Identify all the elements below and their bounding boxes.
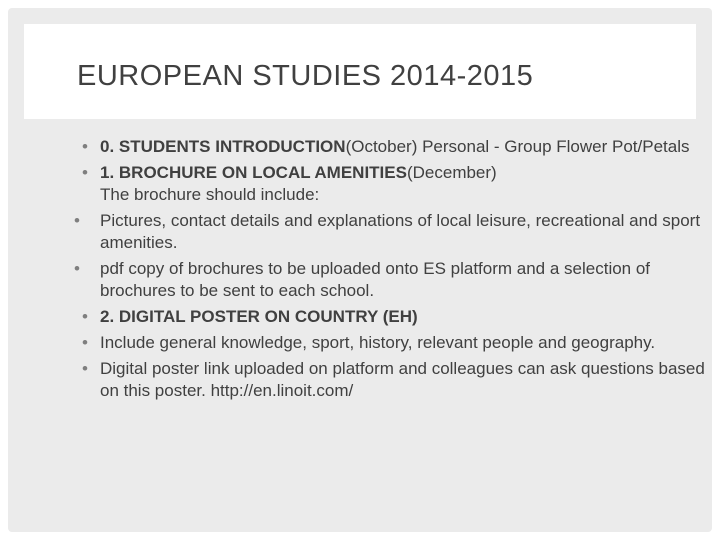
- bullet-text: pdf copy of brochures to be uploaded onto ES platform and a selection of brochures to be sent to each school.: [100, 259, 651, 300]
- bullet-lead: 2. DIGITAL POSTER ON COUNTRY (EH): [100, 307, 418, 326]
- bullet-marker: •: [82, 163, 88, 182]
- bullet-item: [78, 358, 708, 402]
- bullet-item: [78, 136, 708, 158]
- bullet-text: Include general knowledge, sport, history, relevant people and geography.: [100, 333, 656, 352]
- bullet-marker: •: [82, 359, 88, 378]
- slide-title: EUROPEAN STUDIES 2014-2015: [77, 60, 534, 92]
- bullet-lead: 0. STUDENTS INTRODUCTION: [100, 137, 346, 156]
- bullet-marker: •: [74, 211, 80, 230]
- bullet-list: [74, 136, 708, 406]
- bullet-continuation: [78, 184, 708, 206]
- bullet-item: [78, 162, 708, 184]
- bullet-item: [70, 210, 708, 254]
- bullet-item: [78, 332, 708, 354]
- bullet-marker: •: [74, 259, 80, 278]
- bullet-marker: •: [82, 137, 88, 156]
- bullet-marker: •: [82, 333, 88, 352]
- bullet-text: Pictures, contact details and explanations of local leisure, recreational and sport amenities.: [100, 211, 701, 252]
- bullet-item: [78, 306, 708, 328]
- bullet-text: The brochure should include:: [100, 185, 320, 204]
- bullet-item: [70, 258, 708, 302]
- bullet-lead: 1. BROCHURE ON LOCAL AMENITIES: [100, 163, 407, 182]
- bullet-text: (December): [406, 163, 497, 182]
- bullet-text: (October) Personal - Group Flower Pot/Petals: [345, 137, 690, 156]
- bullet-marker: •: [82, 307, 88, 326]
- bullet-text: Digital poster link uploaded on platform and colleagues can ask questions based on this poster. http://en.linoit.com/: [100, 359, 705, 400]
